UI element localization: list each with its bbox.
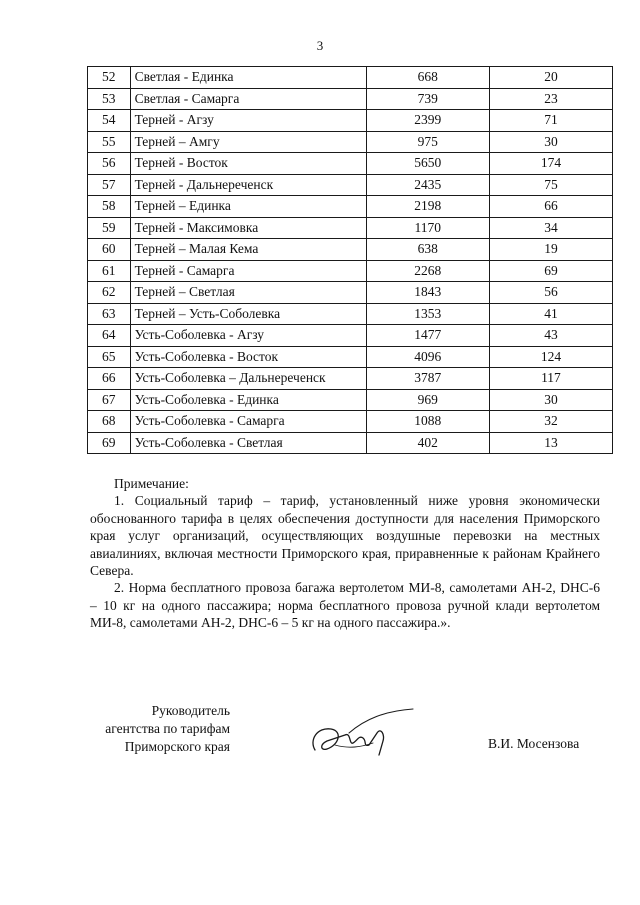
value-2-cell: 69 xyxy=(489,260,612,282)
route-cell: Терней - Восток xyxy=(130,153,366,175)
row-number: 68 xyxy=(88,411,131,433)
value-1-cell: 1353 xyxy=(366,303,489,325)
row-number: 57 xyxy=(88,174,131,196)
value-2-cell: 41 xyxy=(489,303,612,325)
value-1-cell: 1843 xyxy=(366,282,489,304)
tariff-table-body xyxy=(88,67,613,454)
table-row xyxy=(88,411,613,433)
signatory-title xyxy=(80,702,230,756)
row-number: 64 xyxy=(88,325,131,347)
value-1-cell: 3787 xyxy=(366,368,489,390)
table-row xyxy=(88,368,613,390)
value-1-cell: 2268 xyxy=(366,260,489,282)
row-number: 53 xyxy=(88,88,131,110)
route-cell: Терней - Агзу xyxy=(130,110,366,132)
value-2-cell: 32 xyxy=(489,411,612,433)
table-row xyxy=(88,110,613,132)
value-1-cell: 5650 xyxy=(366,153,489,175)
row-number: 65 xyxy=(88,346,131,368)
route-cell: Светлая - Единка xyxy=(130,67,366,89)
value-2-cell: 30 xyxy=(489,131,612,153)
table-row xyxy=(88,196,613,218)
value-1-cell: 2435 xyxy=(366,174,489,196)
signatory-title-line-3: Приморского края xyxy=(124,739,230,754)
table-row xyxy=(88,303,613,325)
row-number: 56 xyxy=(88,153,131,175)
table-row xyxy=(88,346,613,368)
value-2-cell: 19 xyxy=(489,239,612,261)
handwritten-signature xyxy=(305,705,420,765)
value-1-cell: 402 xyxy=(366,432,489,454)
value-1-cell: 668 xyxy=(366,67,489,89)
value-1-cell: 1170 xyxy=(366,217,489,239)
table-row xyxy=(88,325,613,347)
value-2-cell: 71 xyxy=(489,110,612,132)
route-cell: Усть-Соболевка – Дальнереченск xyxy=(130,368,366,390)
row-number: 69 xyxy=(88,432,131,454)
value-2-cell: 13 xyxy=(489,432,612,454)
route-cell: Терней – Усть-Соболевка xyxy=(130,303,366,325)
value-2-cell: 20 xyxy=(489,67,612,89)
table-row xyxy=(88,67,613,89)
row-number: 59 xyxy=(88,217,131,239)
row-number: 63 xyxy=(88,303,131,325)
note-heading: Примечание: xyxy=(114,476,189,491)
signatory-name: В.И. Мосензова xyxy=(488,736,580,751)
table-row xyxy=(88,239,613,261)
route-cell: Усть-Соболевка - Восток xyxy=(130,346,366,368)
page-number: 3 xyxy=(316,38,324,53)
row-number: 67 xyxy=(88,389,131,411)
value-2-cell: 30 xyxy=(489,389,612,411)
route-cell: Терней - Самарга xyxy=(130,260,366,282)
table-row xyxy=(88,260,613,282)
route-cell: Терней - Максимовка xyxy=(130,217,366,239)
note-section xyxy=(90,475,600,632)
table-row xyxy=(88,217,613,239)
value-1-cell: 4096 xyxy=(366,346,489,368)
route-cell: Усть-Соболевка - Единка xyxy=(130,389,366,411)
route-cell: Светлая - Самарга xyxy=(130,88,366,110)
value-2-cell: 75 xyxy=(489,174,612,196)
signatory-title-line-2: агентства по тарифам xyxy=(105,721,230,736)
note-item-1: 1. Социальный тариф – тариф, установленный ниже уровня экономически обоснованного тарифа в целях обеспечения доступности для населения Приморского края услуг организаций, осуществляющих воздушные перевозки на местных авиалиниях, включая местности Приморского края, приравненные к районам Крайнего Севера. xyxy=(90,493,600,579)
note-item-2: 2. Норма бесплатного провоза багажа вертолетом МИ-8, самолетами АН-2, DHC-6 – 10 кг на одного пассажира; норма бесплатного провоза ручной клади вертолетом МИ-8, самолетами АН-2, DHC-6 – 5 кг на одного пассажира.». xyxy=(90,580,600,631)
value-2-cell: 56 xyxy=(489,282,612,304)
value-1-cell: 975 xyxy=(366,131,489,153)
value-2-cell: 43 xyxy=(489,325,612,347)
value-2-cell: 124 xyxy=(489,346,612,368)
value-1-cell: 1088 xyxy=(366,411,489,433)
table-row xyxy=(88,389,613,411)
table-row xyxy=(88,432,613,454)
route-cell: Усть-Соболевка - Светлая xyxy=(130,432,366,454)
value-1-cell: 638 xyxy=(366,239,489,261)
table-row xyxy=(88,282,613,304)
value-1-cell: 739 xyxy=(366,88,489,110)
value-1-cell: 2198 xyxy=(366,196,489,218)
route-cell: Терней – Светлая xyxy=(130,282,366,304)
route-cell: Терней – Единка xyxy=(130,196,366,218)
row-number: 66 xyxy=(88,368,131,390)
tariff-table xyxy=(87,66,613,454)
row-number: 54 xyxy=(88,110,131,132)
route-cell: Усть-Соболевка - Самарга xyxy=(130,411,366,433)
table-row xyxy=(88,174,613,196)
value-2-cell: 66 xyxy=(489,196,612,218)
row-number: 62 xyxy=(88,282,131,304)
route-cell: Терней - Дальнереченск xyxy=(130,174,366,196)
value-1-cell: 2399 xyxy=(366,110,489,132)
signatory-title-line-1: Руководитель xyxy=(151,703,230,718)
row-number: 61 xyxy=(88,260,131,282)
table-row xyxy=(88,153,613,175)
route-cell: Терней – Амгу xyxy=(130,131,366,153)
value-2-cell: 174 xyxy=(489,153,612,175)
row-number: 55 xyxy=(88,131,131,153)
table-row xyxy=(88,131,613,153)
row-number: 58 xyxy=(88,196,131,218)
value-1-cell: 969 xyxy=(366,389,489,411)
route-cell: Усть-Соболевка - Агзу xyxy=(130,325,366,347)
route-cell: Терней – Малая Кема xyxy=(130,239,366,261)
value-2-cell: 23 xyxy=(489,88,612,110)
row-number: 52 xyxy=(88,67,131,89)
value-1-cell: 1477 xyxy=(366,325,489,347)
value-2-cell: 34 xyxy=(489,217,612,239)
table-row xyxy=(88,88,613,110)
row-number: 60 xyxy=(88,239,131,261)
value-2-cell: 117 xyxy=(489,368,612,390)
